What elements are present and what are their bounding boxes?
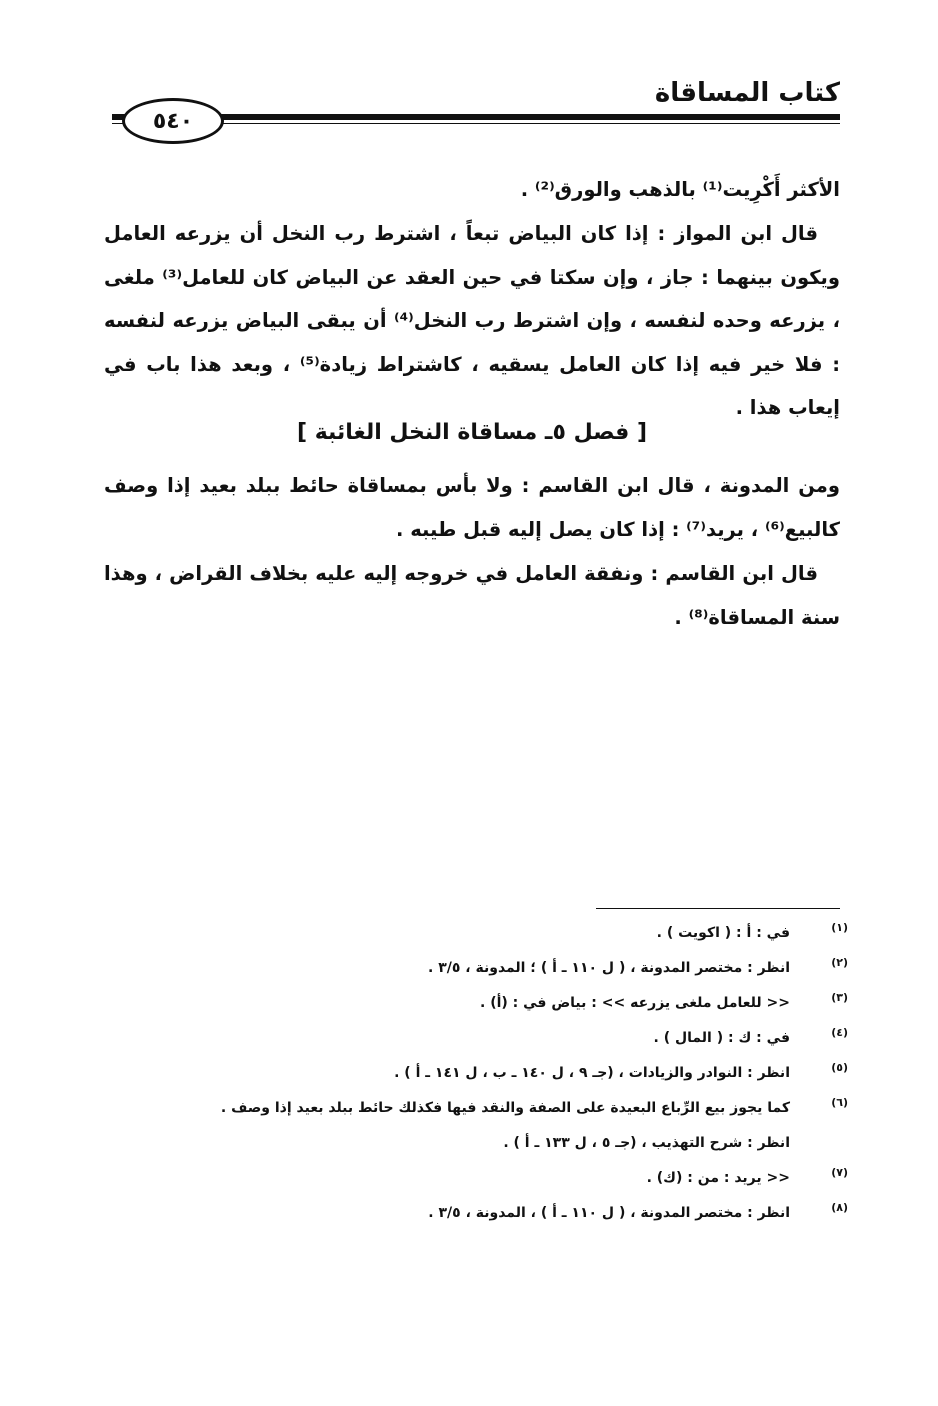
footnote-number: (٥) xyxy=(831,1061,848,1074)
footnote-text: انظر : النوادر والزيادات ، (جـ ٩ ، ل ١٤٠ ـ ب ، ل ١٤١ ـ أ ) . xyxy=(394,1065,790,1081)
footnote-3 xyxy=(104,986,848,1021)
footnote-number: (٣) xyxy=(831,991,848,1004)
footnote-text: كما يجوز بيع الرِّباع البعيدة على الصفة والنقد فيها فكذلك حائط ببلد بعيد إذا وصف . xyxy=(220,1100,790,1116)
page-number: ٥٤٠ xyxy=(122,98,224,144)
footnote-number: (٦) xyxy=(831,1096,848,1109)
footnote-number: (٨) xyxy=(831,1201,848,1214)
paragraph-4: قال ابن القاسم : ونفقة العامل في خروجه إليه عليه بخلاف القراض ، وهذا سنة المساقاة⁽⁸⁾ . xyxy=(104,562,840,629)
footnote-number: (٧) xyxy=(831,1166,848,1179)
footnote-text: في : ك : ( المال ) . xyxy=(653,1030,790,1046)
footnote-text: في : أ : ( اكويت ) . xyxy=(656,925,790,941)
footnote-text: << للعامل ملغى يزرعه >> : بياض في : (أ) . xyxy=(480,995,790,1011)
footnote-number: (٤) xyxy=(831,1026,848,1039)
footnote-text: انظر : مختصر المدونة ، ( ل ١١٠ ـ أ ) ، المدونة ، ٣/٥ . xyxy=(428,1205,790,1221)
footnote-8 xyxy=(104,1196,848,1231)
footnote-4 xyxy=(104,1021,848,1056)
footnote-7 xyxy=(104,1161,848,1196)
footnote-text: انظر : شرح التهذيب ، (جـ ٥ ، ل ١٣٣ ـ أ ) . xyxy=(503,1135,790,1151)
paragraph-3: ومن المدونة ، قال ابن القاسم : ولا بأس بمساقاة حائط ببلد بعيد إذا وصف كالبيع⁽⁶⁾ ، يريد⁽⁷⁾ : إذا كان يصل إليه قبل طيبه . xyxy=(104,474,840,541)
paragraph-2: قال ابن المواز : إذا كان البياض تبعاً ، اشترط رب النخل أن يزرعه العامل ويكون بينهما : جاز ، وإن سكتا في حين العقد عن البياض كان للعامل⁽³⁾ ملغى ، يزرعه وحده لنفسه ، وإن اشترط رب النخل⁽⁴⁾ أن يبقى البياض يزرعه لنفسه : فلا خير فيه إذا كان العامل يسقيه ، كاشتراط زيادة⁽⁵⁾ ، وبعد هذا باب في إيعاب هذا . xyxy=(104,222,841,419)
footnote-text: << يريد : من : (ك) . xyxy=(646,1170,790,1186)
footnote-1 xyxy=(104,916,848,951)
footnote-6 xyxy=(104,1091,848,1126)
footnote-2 xyxy=(104,951,848,986)
section-heading: [ فصل ٥ـ مساقاة النخل الغائبة ] xyxy=(296,420,647,445)
paragraph-1: الأكثر أَكْرِيت⁽¹⁾ بالذهب والورق⁽²⁾ . xyxy=(520,178,840,201)
footnote-5 xyxy=(104,1056,848,1091)
footnote-number: (٢) xyxy=(831,956,848,969)
running-title: كتاب المساقاة xyxy=(654,78,840,108)
footnote-number: (١) xyxy=(831,921,848,934)
footnote-separator xyxy=(596,908,840,909)
footnote-6-continuation xyxy=(104,1126,848,1161)
footnote-text: انظر : مختصر المدونة ، ( ل ١١٠ ـ أ ) ؛ المدونة ، ٣/٥ . xyxy=(428,960,790,976)
footnotes xyxy=(104,916,848,1231)
